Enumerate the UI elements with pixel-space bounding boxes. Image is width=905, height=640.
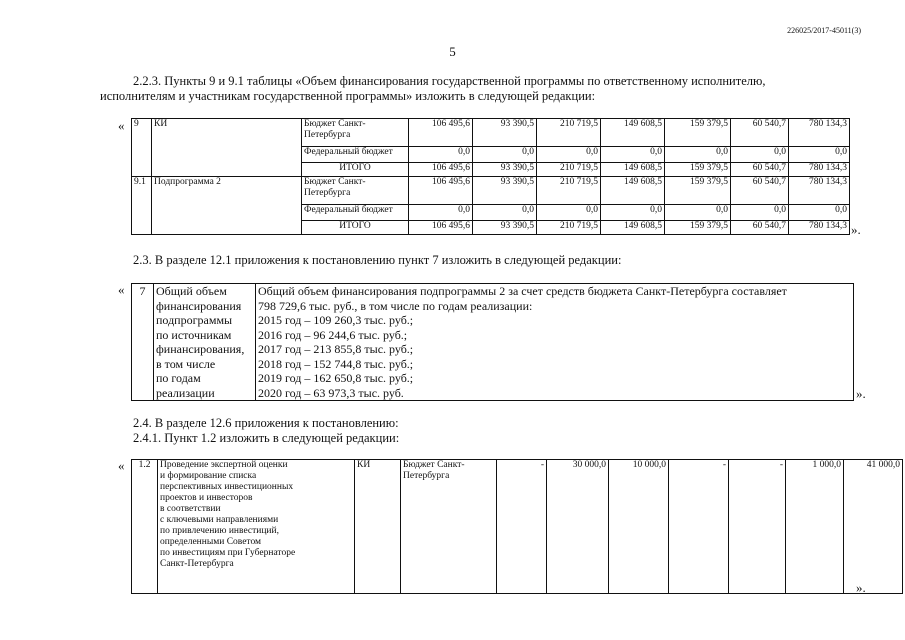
section-2-2-3-line1: 2.2.3. Пункты 9 и 9.1 таблицы «Объем финансирования государственной программы по ответственному исполнителю, xyxy=(133,74,766,88)
row-name: КИ xyxy=(152,119,302,177)
table1-open-quote: « xyxy=(118,118,125,133)
label-line: по годам xyxy=(156,371,201,385)
content-line: Общий объем финансирования подпрограммы 2 за счет средств бюджета Санкт-Петербурга составляет xyxy=(258,284,787,298)
source-cell: ИТОГО xyxy=(302,163,409,177)
section-2-4-1: 2.4.1. Пункт 1.2 изложить в следующей редакции: xyxy=(133,431,400,445)
table1-close-quote: ». xyxy=(851,222,861,237)
description-line: по инвестициям при Губернаторе xyxy=(160,548,296,558)
value-cell: 0,0 xyxy=(789,205,850,221)
table3-open-quote: « xyxy=(118,458,125,473)
value-cell: 10 000,0 xyxy=(609,460,669,594)
content-line: 2015 год – 109 260,3 тыс. руб.; xyxy=(258,313,414,327)
description-line: и формирование списка xyxy=(160,471,257,481)
label-line: финансирования xyxy=(156,298,242,313)
label-line: Общий объем xyxy=(156,284,227,298)
section-2-3: 2.3. В разделе 12.1 приложения к постановлению пункт 7 изложить в следующей редакции: xyxy=(133,253,622,267)
value-cell: 780 134,3 xyxy=(789,221,850,235)
table-row xyxy=(132,284,854,401)
description-cell xyxy=(158,460,355,594)
description-line: определенными Советом xyxy=(160,537,262,547)
value-cell: 60 540,7 xyxy=(731,221,789,235)
table3-close-quote: ». xyxy=(856,580,866,595)
value-cell: 210 719,5 xyxy=(537,119,601,147)
value-cell: 159 379,5 xyxy=(665,163,731,177)
value-cell: 149 608,5 xyxy=(601,221,665,235)
value-cell: 60 540,7 xyxy=(731,177,789,205)
content-line: 798 729,6 тыс. руб., в том числе по годам реализации: xyxy=(258,298,533,313)
content-line: 2019 год – 162 650,8 тыс. руб.; xyxy=(258,371,414,385)
row-name: Подпрограмма 2 xyxy=(152,177,302,235)
content-cell xyxy=(256,284,854,401)
value-cell: 106 495,6 xyxy=(409,163,473,177)
table-row xyxy=(132,119,850,147)
value-cell: 159 379,5 xyxy=(665,119,731,147)
content-line: 2020 год – 63 973,3 тыс. руб. xyxy=(258,385,404,400)
value-cell: 93 390,5 xyxy=(473,177,537,205)
value-cell: - xyxy=(729,460,786,594)
value-cell: 210 719,5 xyxy=(537,163,601,177)
label-line: реализации xyxy=(156,385,215,400)
value-cell: - xyxy=(497,460,547,594)
source-cell: Бюджет Санкт-Петербурга xyxy=(401,460,497,594)
source-cell: Бюджет Санкт-Петербурга xyxy=(302,119,409,147)
value-cell: 106 495,6 xyxy=(409,119,473,147)
value-cell: 0,0 xyxy=(409,205,473,221)
value-cell: 106 495,6 xyxy=(409,177,473,205)
program-summary-table xyxy=(131,283,854,401)
value-cell: 93 390,5 xyxy=(473,163,537,177)
row-number: 7 xyxy=(132,284,154,401)
description-line: проектов и инвесторов xyxy=(160,493,253,503)
value-cell: 0,0 xyxy=(789,147,850,163)
financing-table xyxy=(131,118,850,235)
value-cell: 0,0 xyxy=(537,147,601,163)
value-cell: 159 379,5 xyxy=(665,221,731,235)
description-line: Санкт-Петербурга xyxy=(160,559,234,569)
value-cell: 210 719,5 xyxy=(537,221,601,235)
value-cell: 0,0 xyxy=(537,205,601,221)
value-cell: 93 390,5 xyxy=(473,119,537,147)
value-cell: 60 540,7 xyxy=(731,119,789,147)
source-cell: Федеральный бюджет xyxy=(302,147,409,163)
document-number: 226025/2017-45011(3) xyxy=(787,26,861,35)
description-line: по привлечению инвестиций, xyxy=(160,526,279,536)
source-cell: ИТОГО xyxy=(302,221,409,235)
value-cell: 106 495,6 xyxy=(409,221,473,235)
row-number: 9.1 xyxy=(132,177,152,235)
table2-close-quote: ». xyxy=(856,386,866,401)
table-row xyxy=(132,177,850,205)
description-line: с ключевыми направлениями xyxy=(160,515,279,525)
description-line: Проведение экспертной оценки xyxy=(160,460,288,470)
value-cell: 0,0 xyxy=(731,205,789,221)
row-number: 1.2 xyxy=(132,460,158,594)
value-cell: 0,0 xyxy=(473,205,537,221)
value-cell: 30 000,0 xyxy=(547,460,609,594)
content-line: 2018 год – 152 744,8 тыс. руб.; xyxy=(258,356,414,371)
label-line: подпрограммы xyxy=(156,313,233,327)
value-cell: 0,0 xyxy=(409,147,473,163)
row-number: 9 xyxy=(132,119,152,177)
value-cell: 41 000,0 xyxy=(844,460,903,594)
executor-cell: КИ xyxy=(355,460,401,594)
value-cell: 0,0 xyxy=(665,205,731,221)
activity-table xyxy=(131,459,903,594)
source-cell: Федеральный бюджет xyxy=(302,205,409,221)
description-line: в соответствии xyxy=(160,504,221,514)
label-line: в том числе xyxy=(156,356,216,371)
source-cell: Бюджет Санкт-Петербурга xyxy=(302,177,409,205)
value-cell: 0,0 xyxy=(601,147,665,163)
value-cell: - xyxy=(669,460,729,594)
value-cell: 0,0 xyxy=(601,205,665,221)
label-line: по источникам xyxy=(156,327,232,342)
section-2-2-3-line2: исполнителям и участникам государственной программы» изложить в следующей редакции: xyxy=(100,89,596,103)
description-line: перспективных инвестиционных xyxy=(160,482,294,492)
label-cell xyxy=(154,284,256,401)
value-cell: 60 540,7 xyxy=(731,163,789,177)
value-cell: 0,0 xyxy=(473,147,537,163)
value-cell: 0,0 xyxy=(665,147,731,163)
value-cell: 149 608,5 xyxy=(601,163,665,177)
value-cell: 780 134,3 xyxy=(789,163,850,177)
value-cell: 93 390,5 xyxy=(473,221,537,235)
value-cell: 159 379,5 xyxy=(665,177,731,205)
label-line: финансирования, xyxy=(156,342,245,356)
page-number: 5 xyxy=(449,44,456,59)
value-cell: 780 134,3 xyxy=(789,177,850,205)
value-cell: 210 719,5 xyxy=(537,177,601,205)
content-line: 2016 год – 96 244,6 тыс. руб.; xyxy=(258,327,408,342)
value-cell: 149 608,5 xyxy=(601,119,665,147)
section-2-4: 2.4. В разделе 12.6 приложения к постановлению: xyxy=(133,416,399,430)
value-cell: 0,0 xyxy=(731,147,789,163)
content-line: 2017 год – 213 855,8 тыс. руб.; xyxy=(258,342,414,356)
table-row xyxy=(132,460,903,594)
value-cell: 1 000,0 xyxy=(786,460,844,594)
value-cell: 780 134,3 xyxy=(789,119,850,147)
table2-open-quote: « xyxy=(118,282,125,297)
value-cell: 149 608,5 xyxy=(601,177,665,205)
